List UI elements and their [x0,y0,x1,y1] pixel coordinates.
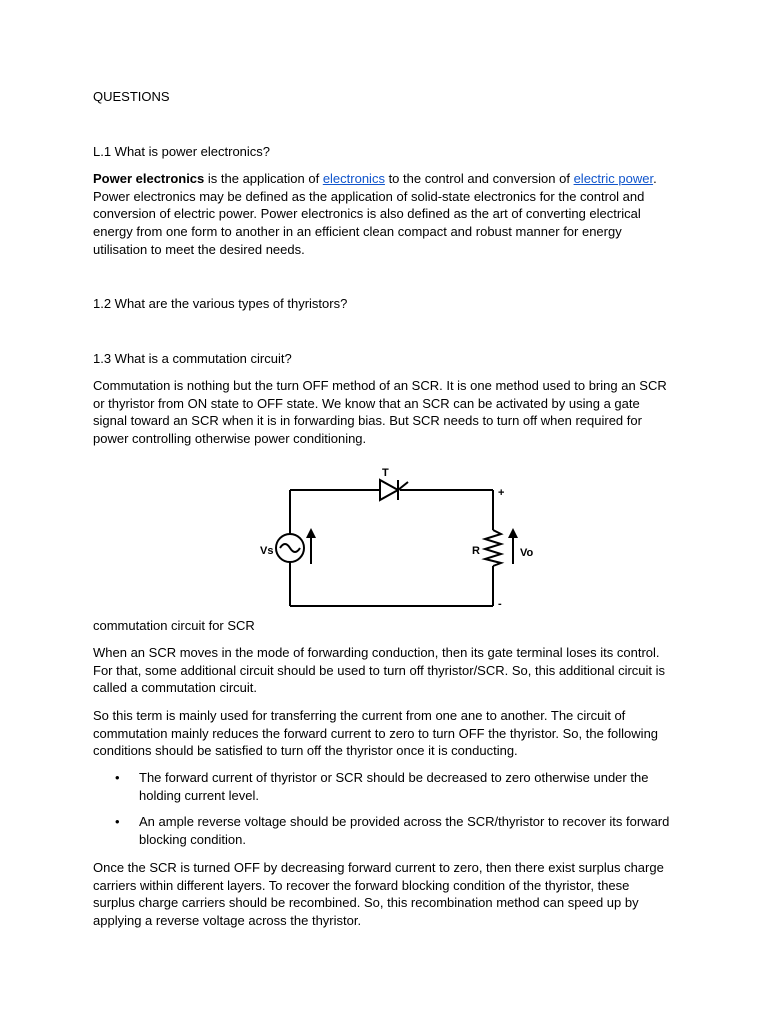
answer-1-text-b: to the control and conversion of [384,171,574,186]
question-1: L.1 What is power electronics? [93,144,271,159]
label-vs: Vs [260,545,274,557]
commutation-paragraph-2: When an SCR moves in the mode of forwarding conduction, then its gate terminal loses its control. For that, some additional circuit should be used to turn off thyristor/SCR. So, this additional circuit is called a commutation circuit. [93,645,666,696]
label-plus: + [498,487,505,499]
question-2: 1.2 What are the various types of thyristors? [93,296,348,311]
list-item-text: An ample reverse voltage should be provided across the SCR/thyristor to recover its forward blocking condition. [139,814,670,848]
commutation-paragraph-4: Once the SCR is turned OFF by decreasing forward current to zero, then there exist surplus charge carriers within different layers. To recover the forward blocking condition of the thyristor, these surplus charge carriers should be recombined. So, this recombination method can speed up by applying a reverse voltage across the thyristor. [93,860,664,929]
commutation-circuit-diagram [258,462,538,612]
bullet-icon: • [115,814,120,830]
answer-1-text-c: . Power electronics may be defined as the application of solid-state electronics for the control and conversion of electric power. Power electronics is also defined as the art of converting electrical energy from one form to another in an efficient clean compact and robust manner for energy utilisation to meet the desired needs. [93,171,657,257]
output-arrow-head [508,528,518,538]
list-item-text: The forward current of thyristor or SCR should be decreased to zero otherwise under the holding current level. [139,770,649,803]
commutation-paragraph-3: So this term is mainly used for transferring the current from one ane to another. The circuit of commutation mainly reduces the forward current to zero to turn OFF the thyristor. So, the following conditions should be satisfied to turn off the thyristor once it is conducting. [93,708,659,759]
answer-1-paragraph [93,170,673,259]
thyristor-gate [398,482,408,490]
figure-caption: commutation circuit for SCR [93,618,255,633]
label-vo: Vo [520,547,534,559]
list-item [93,813,673,848]
list-item [93,769,673,804]
commutation-paragraph-1: Commutation is nothing but the turn OFF method of an SCR. It is one method used to bring an SCR or thyristor from ON state to OFF state. We know that an SCR can be activated by using a gate signal toward an SCR when it is in forwarding bias. But SCR needs to turn off when required for power controlling otherwise power conditioning. [93,378,667,447]
ac-wave-icon [280,544,300,552]
thyristor-icon [380,480,398,500]
source-arrow-head [306,528,316,538]
resistor-icon [485,530,501,566]
bullet-icon: • [115,770,120,785]
label-t: T [382,467,389,479]
electric-power-link[interactable]: electric power [573,171,654,186]
bold-term: Power electronics [93,171,205,186]
label-minus: - [498,598,502,610]
question-3: 1.3 What is a commutation circuit? [93,351,292,366]
page-heading: QUESTIONS [93,89,170,104]
conditions-list [93,769,673,849]
label-r: R [472,545,480,557]
electronics-link[interactable]: electronics [322,171,385,186]
answer-1-text-a: is the application of [204,171,323,186]
